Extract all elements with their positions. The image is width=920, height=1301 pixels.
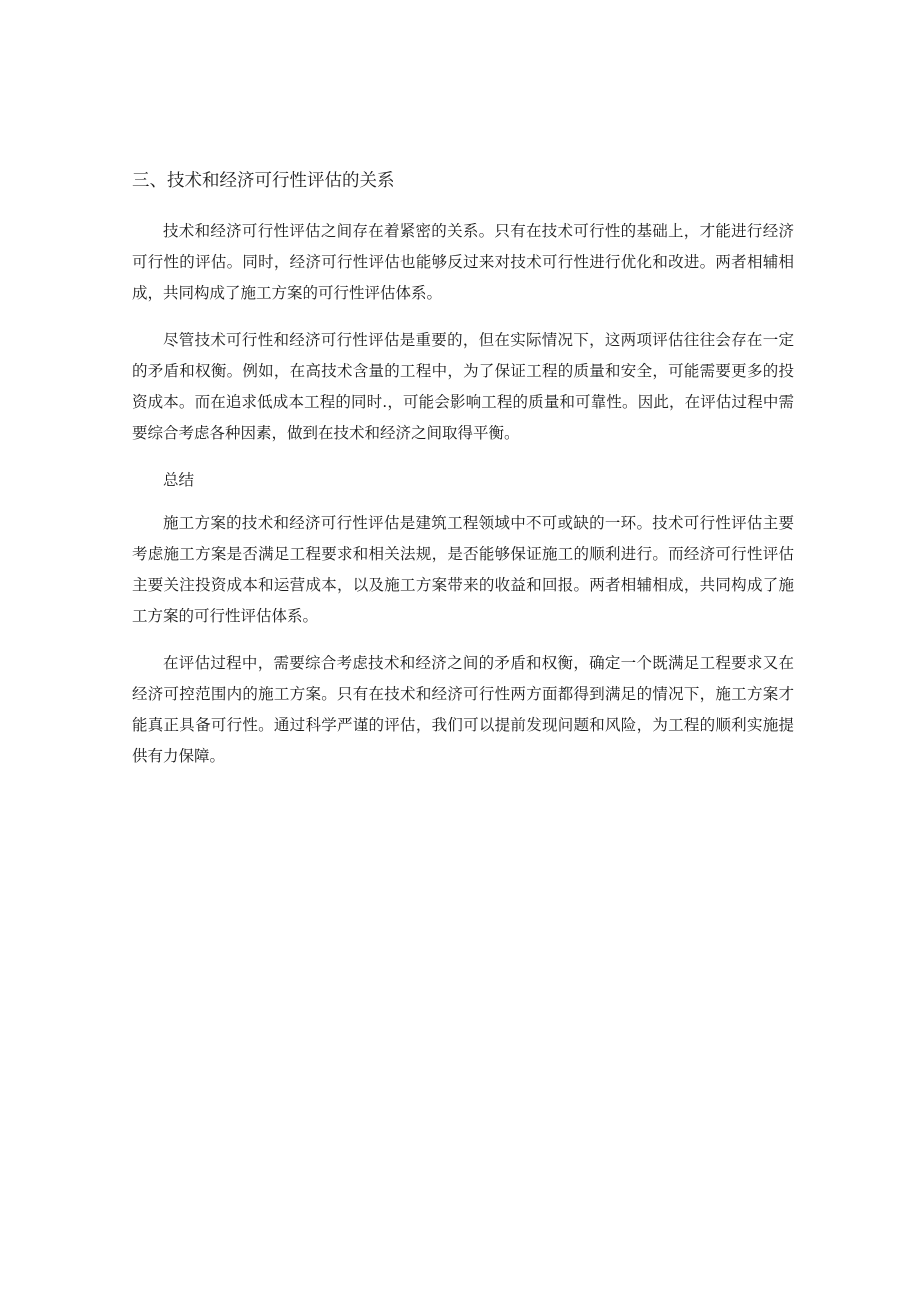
paragraph-relationship: 技术和经济可行性评估之间存在着紧密的关系。只有在技术可行性的基础上，才能进行经济可行性的评估。同时，经济可行性评估也能够反过来对技术可行性进行优化和改进。两者相辅相成，共同构成了施工方案的可行性评估体系。 — [132, 222, 794, 302]
paragraph-conclusion: 在评估过程中，需要综合考虑技术和经济之间的矛盾和权衡，确定一个既满足工程要求又在经济可控范围内的施工方案。只有在技术和经济可行性两方面都得到满足的情况下，施工方案才能真正具备可行性。通过科学严谨的评估，我们可以提前发现问题和风险，为工程的顺利实施提供有力保障。 — [132, 654, 794, 765]
paragraph-summary: 施工方案的技术和经济可行性评估是建筑工程领域中不可或缺的一环。技术可行性评估主要考虑施工方案是否满足工程要求和相关法规，是否能够保证施工的顺利进行。而经济可行性评估主要关注投资成本和运营成本，以及施工方案带来的收益和回报。两者相辅相成，共同构成了施工方案的可行性评估体系。 — [132, 514, 794, 625]
document-body — [132, 166, 794, 788]
paragraph-tradeoff: 尽管技术可行性和经济可行性评估是重要的，但在实际情况下，这两项评估往往会存在一定的矛盾和权衡。例如，在高技术含量的工程中，为了保证工程的质量和安全，可能需要更多的投资成本。而在追求低成本工程的同时.，可能会影响工程的质量和可靠性。因此，在评估过程中需要综合考虑各种因素，做到在技术和经济之间取得平衡。 — [132, 331, 794, 442]
section-heading: 三、技术和经济可行性评估的关系 — [132, 171, 395, 191]
paragraph-summary-label: 总结 — [163, 471, 195, 489]
